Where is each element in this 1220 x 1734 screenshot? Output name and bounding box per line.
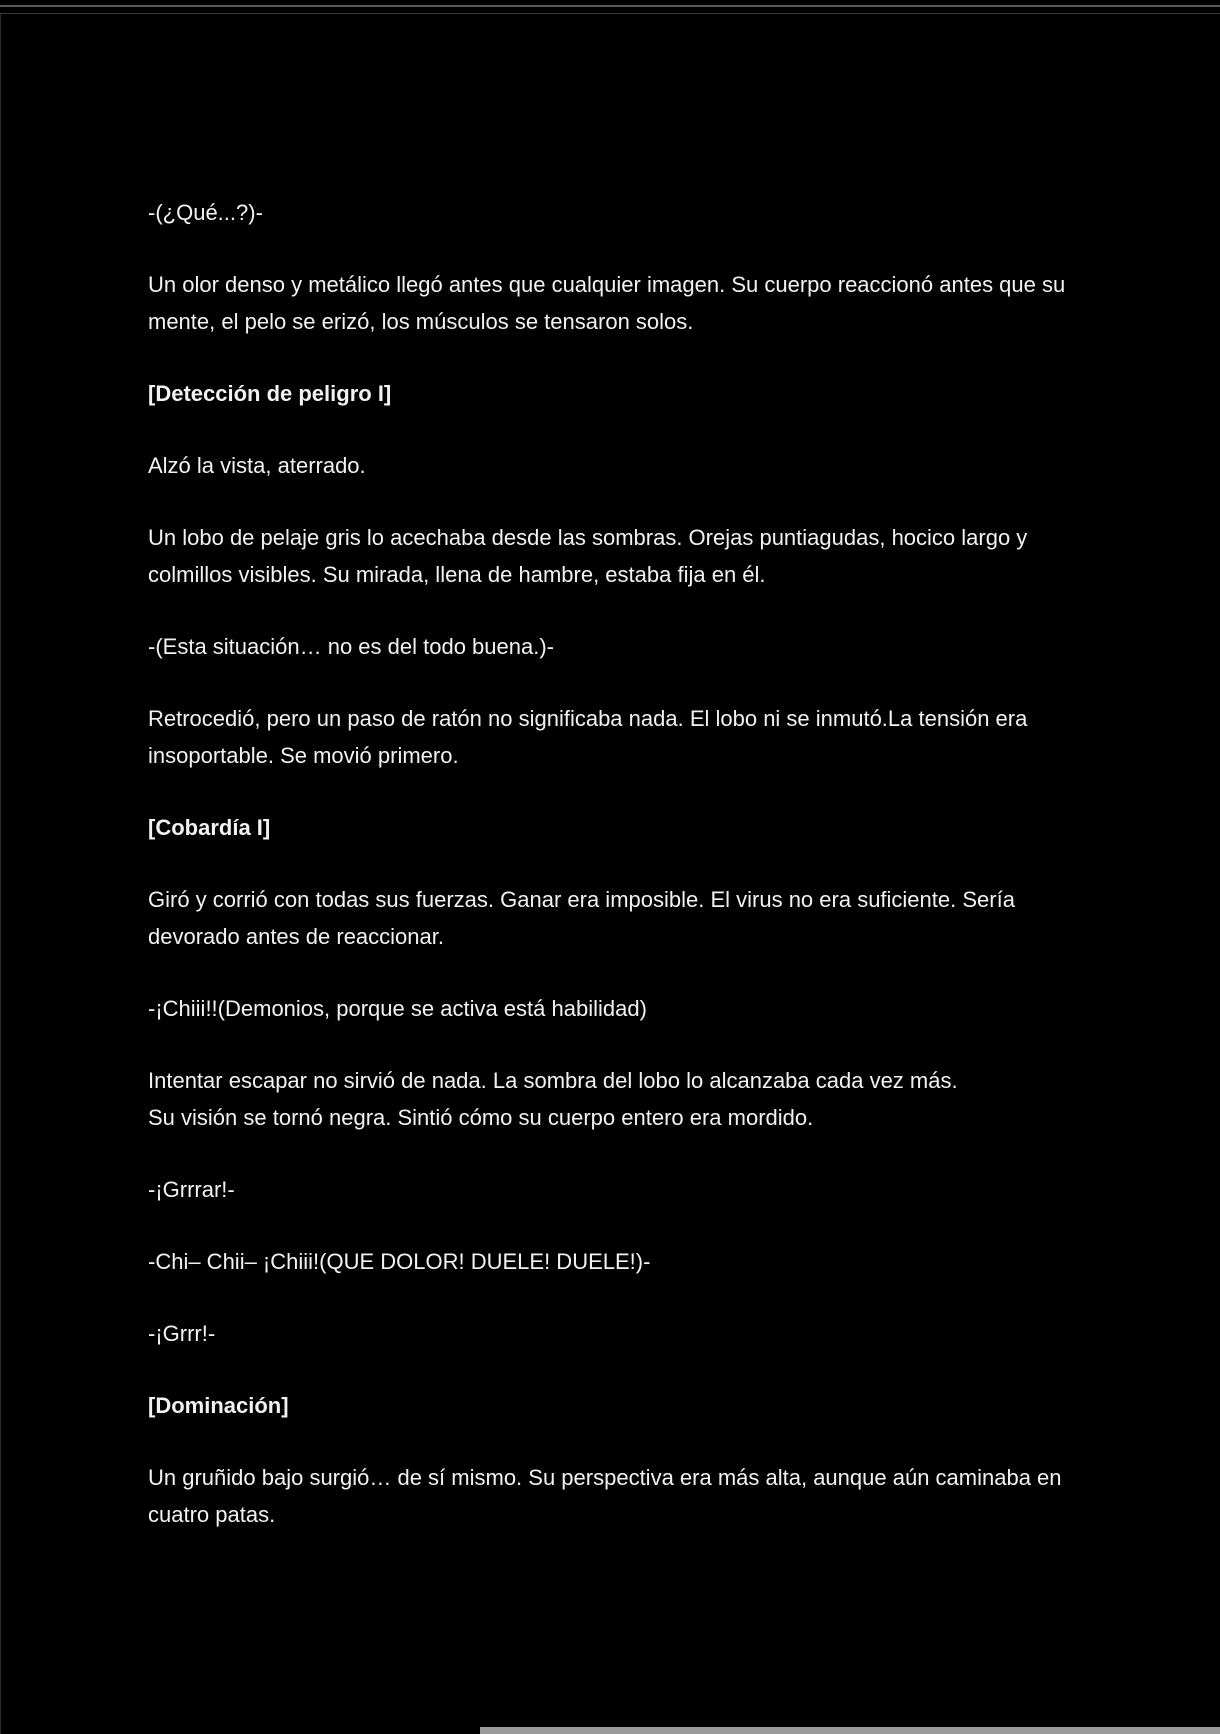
left-border bbox=[0, 14, 1, 1734]
paragraph: Un olor denso y metálico llegó antes que cualquier imagen. Su cuerpo reaccionó antes que su mente, el pelo se erizó, los músculos se tensaron solos. bbox=[148, 272, 1066, 334]
paragraph: Un gruñido bajo surgió… de sí mismo. Su perspectiva era más alta, aunque aún caminaba en cuatro patas. bbox=[148, 1465, 1062, 1527]
top-border bbox=[0, 5, 1220, 7]
paragraph: -¡Grrr!- bbox=[148, 1321, 216, 1346]
paragraph: -(Esta situación… no es del todo buena.)- bbox=[148, 634, 555, 659]
paragraph: -(¿Qué...?)- bbox=[148, 200, 263, 225]
paragraph: -Chi– Chii– ¡Chiii!(QUE DOLOR! DUELE! DUELE!)- bbox=[148, 1249, 651, 1274]
paragraph: -¡Grrrar!- bbox=[148, 1177, 235, 1202]
paragraph: Giró y corrió con todas sus fuerzas. Ganar era imposible. El virus no era suficiente. Sería devorado antes de reaccionar. bbox=[148, 887, 1015, 949]
paragraph: -¡Chiii!!(Demonios, porque se activa está habilidad) bbox=[148, 996, 647, 1021]
skill-notification: [Dominación] bbox=[148, 1393, 289, 1418]
paragraph: Un lobo de pelaje gris lo acechaba desde las sombras. Orejas puntiagudas, hocico largo y colmillos visibles. Su mirada, llena de hambre, estaba fija en él. bbox=[148, 525, 1028, 587]
skill-notification: [Cobardía I] bbox=[148, 815, 271, 840]
chapter-text bbox=[148, 194, 1078, 1568]
skill-notification: [Detección de peligro I] bbox=[148, 381, 392, 406]
paragraph: Alzó la vista, aterrado. bbox=[148, 453, 366, 478]
paragraph: Retrocedió, pero un paso de ratón no significaba nada. El lobo ni se inmutó.La tensión era insoportable. Se movió primero. bbox=[148, 706, 1028, 768]
paragraph: Intentar escapar no sirvió de nada. La sombra del lobo lo alcanzaba cada vez más. Su visión se tornó negra. Sintió cómo su cuerpo entero era mordido. bbox=[148, 1068, 958, 1130]
top-border-inner bbox=[0, 13, 1220, 14]
horizontal-scrollbar[interactable] bbox=[480, 1727, 1220, 1734]
